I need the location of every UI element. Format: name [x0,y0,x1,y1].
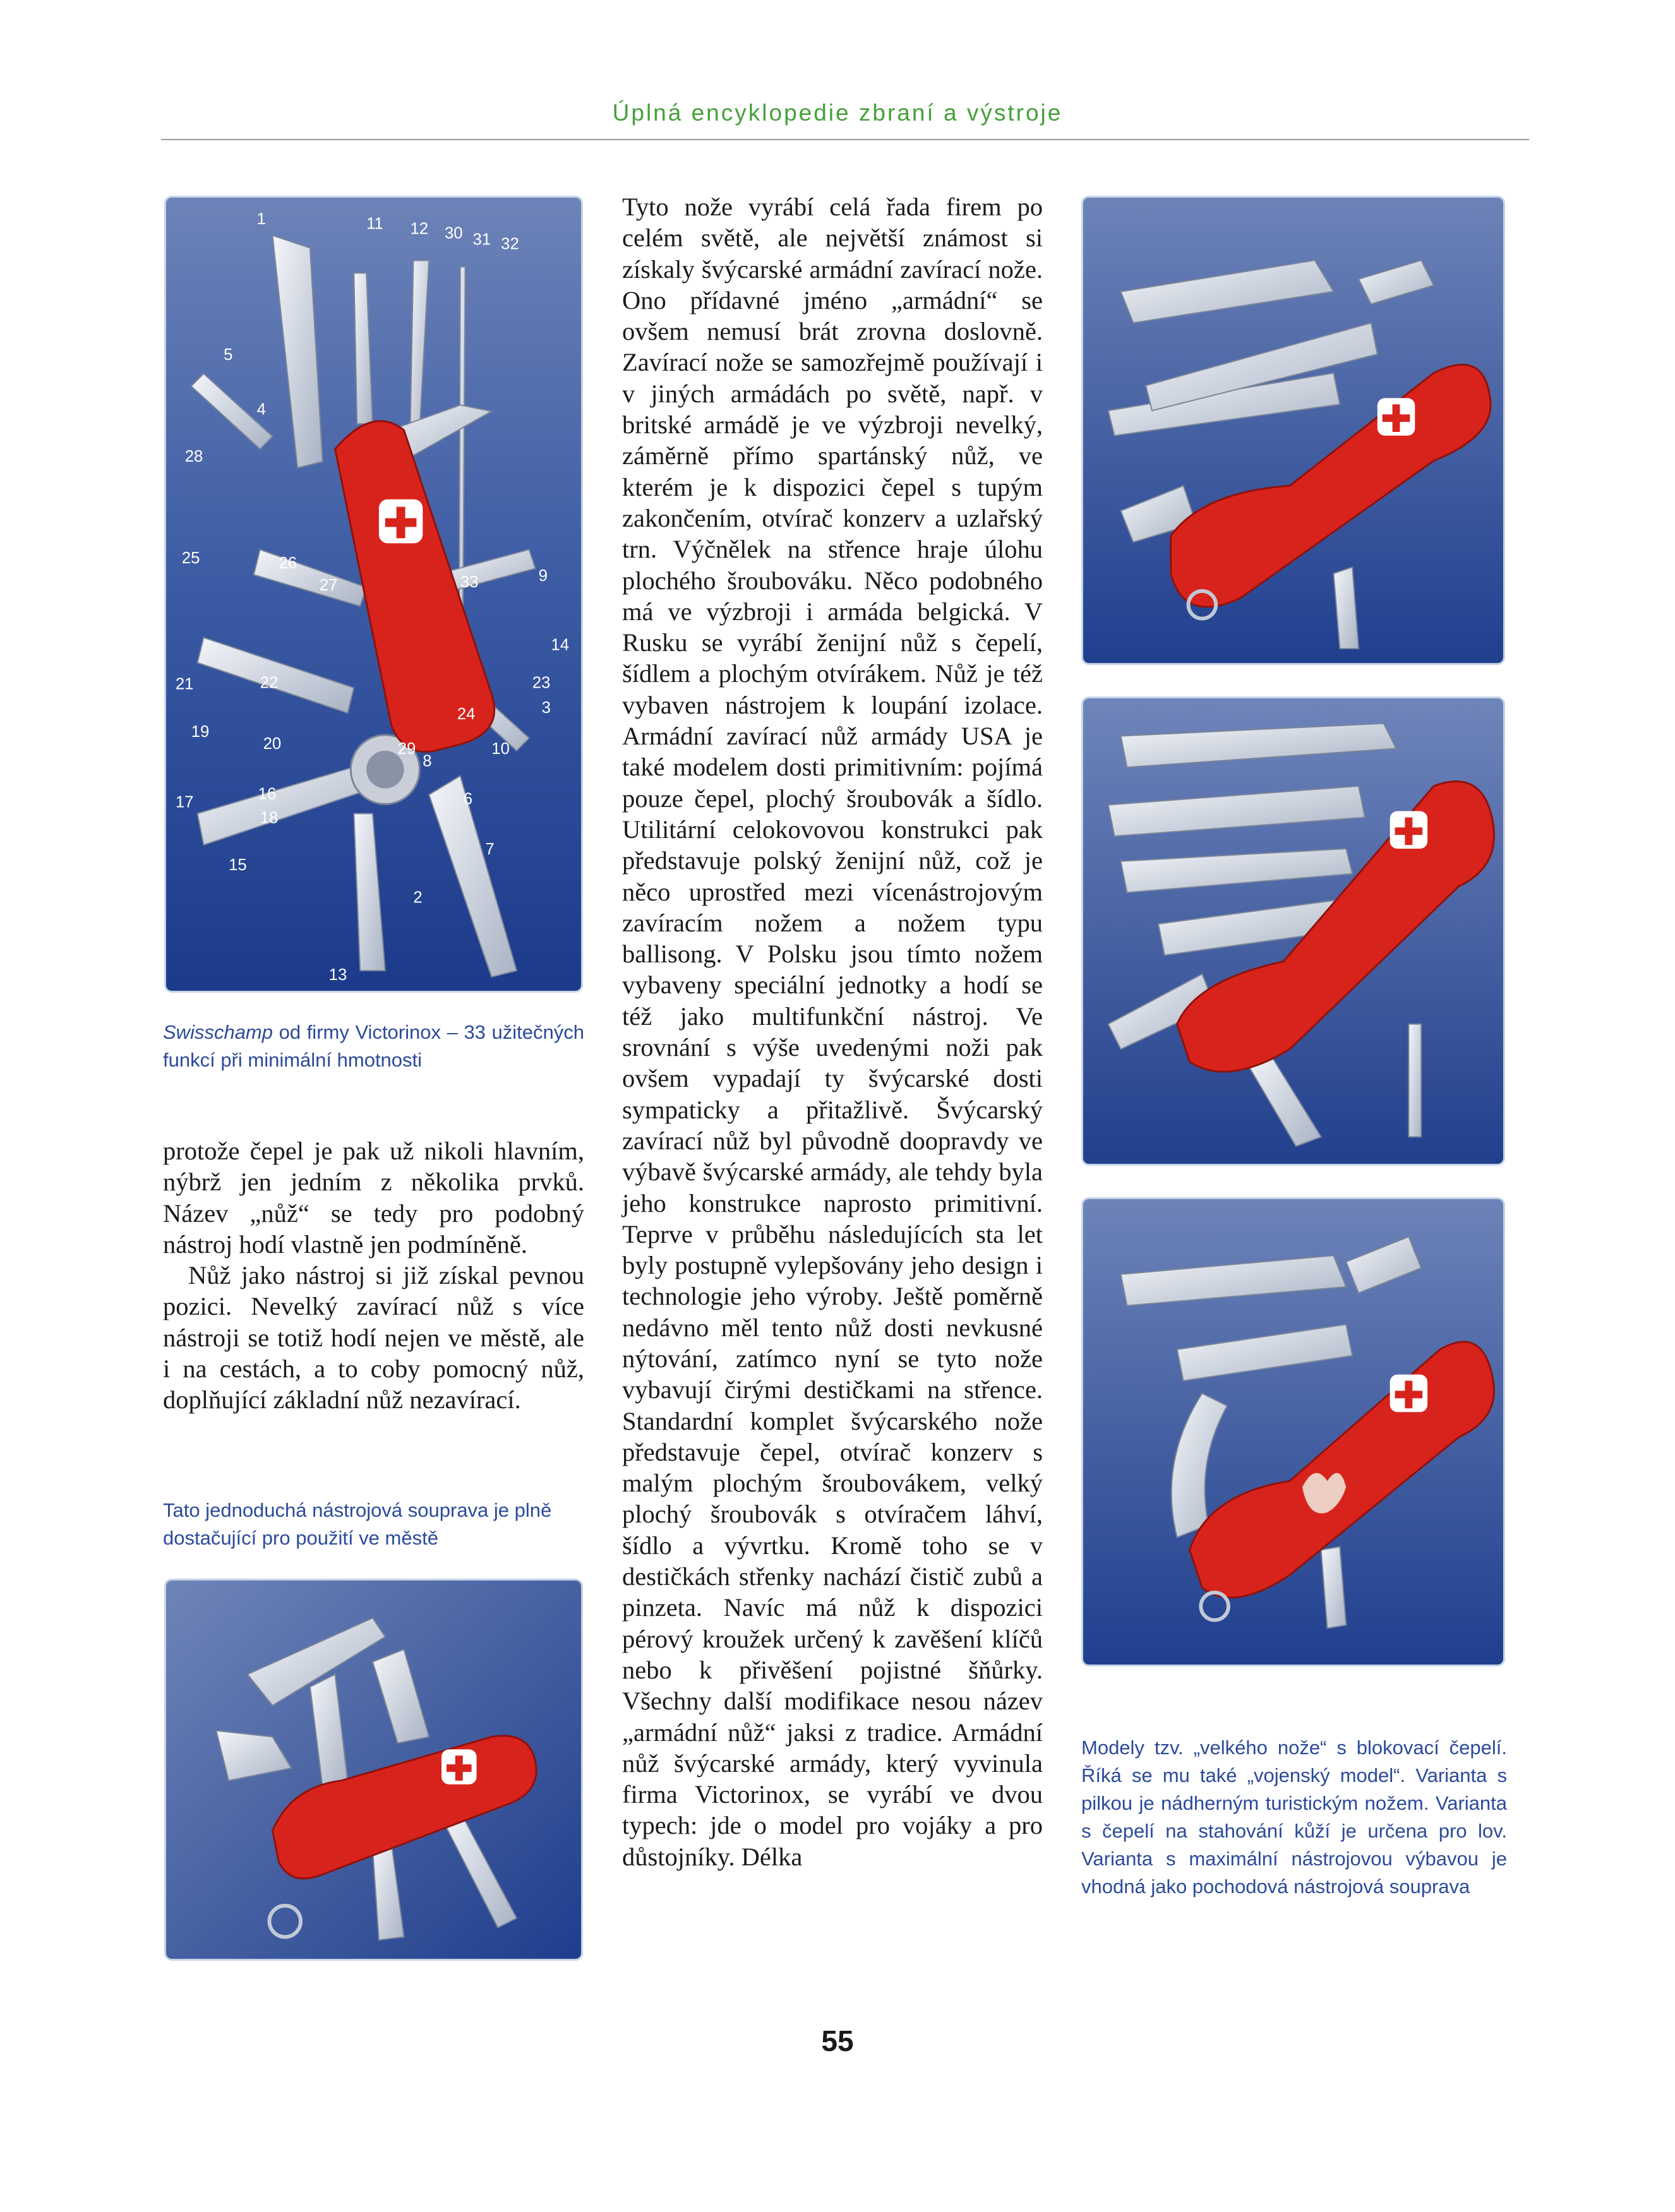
swisschamp-caption [163,1019,584,1074]
tool-number-label: 22 [260,674,279,692]
knife-with-saw-illustration [1083,198,1503,663]
multi-tool-knife-photo [1081,696,1505,1166]
tool-number-label: 23 [532,674,551,692]
swisschamp-illustration [166,198,581,991]
tool-number-label: 12 [410,220,429,238]
tool-number-label: 6 [463,790,473,808]
swisschamp-photo [164,196,583,993]
left-paragraph-2: Nůž jako nástroj si již získal pevnou pozici. Nevelký zavírací nůž s více nástroji se totiž hodí nejen ve městě, ale i na cestách, a to coby pomocný nůž, doplňující základní nůž nezavírací. [163,1261,584,1414]
tool-number-label: 19 [191,722,210,741]
tool-number-label: 8 [423,752,432,770]
page-number: 55 [821,2024,854,2057]
tool-number-label: 3 [541,699,551,717]
tool-number-label: 7 [485,840,495,859]
middle-column-text: Tyto nože vyrábí celá řada firem po celém světě, ale největší známost si získaly švýcarské armádní zavírací nože. Ono přídavné jméno „armádní“ se ovšem nemusí brát zrovna doslovně. Zavírací nože se samozřejmě používají i v jiných armádách po světě, např. v britské armádě je ve výzbroji nevelký, záměrně přímo spartánský nůž, ve kterém je k dispozici čepel s tupým zakončením, otvírač konzerv a uzlařský trn. Výčnělek na střence hraje úlohu plochého šroubováku. Něco podobného má ve výzbroji i armáda belgická. V Rusku se vyrábí ženijní nůž s čepelí, šídlem a plochým otvírákem. Nůž je též vybaven nástrojem k loupání izolace. Armádní zavírací nůž armády USA je také modelem dosti primitivním: pojímá pouze čepel, plochý šroubovák a šídlo. Utilitární celokovovou konstrukci pak představuje polský ženijní nůž, což je něco uprostřed mezi vícenástrojovým zavíracím nožem a nožem typu ballisong. V Polsku jsou tímto nožem vybaveny speciální jednotky a hodí se též jako multifunkční nástroj. Ve srovnání s výše uvedenými noži pak ovšem vypadají ty švýcarské dosti sympaticky a přitažlivě. Švýcarský zavírací nůž byl původně doopravdy ve výbavě švýcarské armády, ale tehdy byla jeho konstrukce naprosto primitivní. Teprve v průběhu následujících sta let byly postupně vylepšovány jeho design i technologie jeho výroby. Ještě poměrně nedávno měl tento nůž dosti nevkusné nýtování, zatímco nyní se tyto nože vybavují čirými destičkami na střence. Standardní komplet švýcarského nože představuje čepel, otvírač konzerv s malým plochým šroubovákem, velký plochý šroubovák s otvíračem láhví, šídlo a vývrtku. Kromě toho se v destičkách střenky nachází čistič zubů a pinzeta. Navíc má nůž k dispozici pérový kroužek určený k zavěšení klíčů nebo k přivěšení pojistné šňůrky. Všechny další modifikace nesou název „armádní nůž“ jaksi z tradice. Armádní nůž švýcarské armády, který vyvinula firma Victorinox, se vyrábí ve dvou typech: jde o model pro vojáky a pro důstojníky. Délka [622,193,1043,1871]
tool-number-label: 27 [319,576,338,595]
running-head: Úplná encyklopedie zbraní a výstroje [612,100,1063,126]
header-rule [161,139,1529,140]
tool-number-label: 4 [256,400,267,419]
tool-number-label: 32 [501,235,519,253]
tool-number-label: 30 [444,224,463,242]
tool-number-label: 10 [491,739,510,758]
tool-number-label: 20 [263,734,282,753]
tool-number-label: 24 [457,705,476,724]
tool-number-label: 2 [413,888,423,907]
tool-number-label: 25 [181,549,200,568]
tool-number-label: 26 [279,554,297,573]
small-kit-illustration [166,1581,581,1959]
tool-number-label: 29 [397,739,416,758]
tool-number-label: 15 [229,856,247,874]
small-kit-caption: Tato jednoduchá nástrojová souprava je plně dostačující pro použití ve městě [163,1499,552,1549]
tool-number-label: 5 [224,345,233,364]
tool-number-label: 16 [258,785,277,803]
left-column-text [163,1135,584,1416]
swisschamp-caption-model: Swisschamp [163,1021,273,1043]
knife-with-saw-photo [1081,196,1505,665]
hunting-knife-illustration [1083,1199,1503,1665]
swisschamp-caption-text: od firmy Victorinox – 33 užitečných funkcí při minimální hmotnosti [163,1021,584,1071]
tool-number-label: 28 [184,447,203,466]
left-paragraph-1: protože čepel je pak už nikoli hlavním, nýbrž jen jedním z několika prvků. Název „nůž“ se tedy pro podobný nástroj hodí vlastně jen podmíněně. [163,1137,584,1258]
multi-tool-knife-illustration [1083,698,1503,1164]
tool-number-label: 17 [175,793,194,811]
tool-number-label: 11 [366,215,383,233]
tool-number-label: 21 [175,675,194,693]
tool-number-label: 18 [260,809,279,827]
tool-number-label: 9 [538,567,548,585]
hunting-knife-photo [1081,1197,1505,1666]
tool-number-label: 14 [551,636,570,654]
tool-number-label: 1 [256,210,267,228]
tool-number-label: 33 [460,573,479,592]
small-kit-photo [164,1579,583,1961]
tool-number-label: 31 [472,230,491,249]
large-knives-caption: Modely tzv. „velkého nože“ s blokovací čepelí. Říká se mu také „vojenský model“. Varianta s pilkou je nádherným turistickým nožem. Varianta s čepelí na stahování kůží je určena pro lov. Varianta s maximální nástrojovou výbavou je vhodná jako pochodová nástrojová souprava [1081,1737,1507,1898]
tool-number-label: 13 [328,966,347,984]
